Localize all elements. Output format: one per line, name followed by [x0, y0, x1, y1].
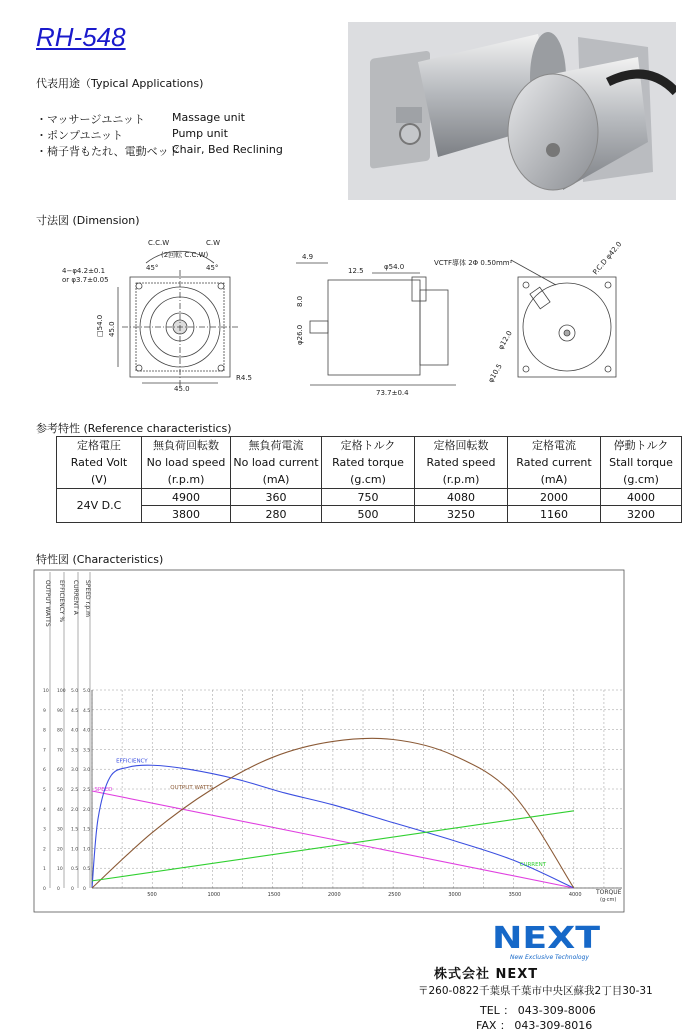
y-tick-label: 10 — [43, 689, 49, 694]
dim-label: φ54.0 — [384, 263, 405, 271]
dim-label: 12.5 — [348, 267, 364, 275]
characteristics-chart — [30, 568, 670, 914]
dim-label: 4−φ4.2±0.1 — [62, 267, 106, 275]
x-tick-label: 2500 — [388, 892, 401, 898]
y-tick-label: 0 — [71, 887, 74, 892]
company-address: 〒260-0822千葉県千葉市中央区蘇我2丁目30-31 — [418, 985, 653, 997]
x-tick-label: 3500 — [508, 892, 522, 898]
series-line — [92, 791, 574, 888]
axis-label: SPEED r.p.m — [84, 580, 91, 617]
dimension-heading: 寸法図 (Dimension) — [36, 214, 140, 227]
table-header-cell: 定格回転数 Rated speed (r.p.m) — [415, 437, 508, 489]
y-tick-label: 7 — [43, 748, 46, 754]
dim-label: or φ3.7±0.05 — [62, 276, 109, 284]
series-label: CURRENT — [519, 862, 547, 869]
dim-label: □54.0 — [96, 314, 104, 337]
product-photo — [348, 22, 676, 200]
y-tick-label: 1.5 — [71, 827, 79, 833]
y-tick-label: 4.5 — [71, 708, 79, 714]
axis-label: EFFICIENCY % — [58, 580, 65, 623]
y-tick-label: 4 — [43, 807, 46, 813]
table-header-cell: 定格電流 Rated current (mA) — [508, 437, 601, 489]
company-name: 株式会社 NEXT — [434, 967, 539, 982]
y-tick-label: 1.0 — [83, 847, 91, 853]
application-item: ・マッサージユニット Massage unit — [36, 111, 245, 126]
x-axis-unit: (g·cm) — [600, 897, 617, 903]
dim-label: 45.0 — [108, 321, 116, 337]
y-tick-label: 2.0 — [71, 807, 79, 813]
table-header-cell: 無負荷回転数 No load speed (r.p.m) — [142, 437, 231, 489]
y-tick-label: 2.0 — [83, 807, 91, 813]
company-logo — [488, 916, 604, 962]
y-tick-label: 40 — [57, 807, 63, 813]
y-tick-label: 3 — [43, 827, 46, 833]
y-tick-label: 1.0 — [71, 847, 79, 853]
table-cell: 1160 — [508, 506, 601, 523]
table-cell: 3800 — [142, 506, 231, 523]
table-cell: 280 — [231, 506, 322, 523]
application-item: ・ポンプユニット Pump unit — [36, 127, 228, 142]
dim-label: (2回転 C.C.W) — [161, 251, 209, 259]
table-header-cell: 定格トルク Rated torque (g.cm) — [322, 437, 415, 489]
series-label: OUTPUT WATTS — [170, 785, 214, 791]
series-label: EFFICIENCY — [116, 758, 148, 765]
y-tick-label: 2.5 — [71, 788, 79, 793]
table-header-row — [57, 437, 682, 489]
axis-label: CURRENT A — [72, 580, 79, 615]
dim-label: C.W — [206, 239, 221, 247]
axis-label: OUTPUT WATTS — [44, 580, 51, 627]
y-tick-label: 50 — [57, 788, 63, 793]
y-tick-label: 5.0 — [71, 689, 79, 694]
reference-table — [56, 436, 682, 523]
y-tick-label: 0 — [57, 887, 60, 892]
x-tick-label: 2000 — [327, 892, 341, 898]
table-cell: 4080 — [415, 489, 508, 506]
y-tick-label: 100 — [57, 689, 66, 694]
y-tick-label: 2.5 — [83, 788, 91, 793]
table-header-cell: 無負荷電流 No load current (mA) — [231, 437, 322, 489]
company-fax: FAX ： 043-309-8016 — [476, 1019, 593, 1032]
dim-label: 73.7±0.4 — [376, 389, 409, 397]
series-line — [92, 738, 574, 888]
dim-label: C.C.W — [148, 239, 170, 247]
x-tick-label: 3000 — [448, 892, 462, 898]
dim-label: 45.0 — [174, 385, 190, 393]
y-tick-label: 10 — [57, 867, 63, 873]
chart-frame — [34, 570, 624, 912]
y-tick-label: 90 — [57, 708, 63, 714]
y-tick-label: 60 — [57, 768, 63, 774]
y-tick-label: 5.0 — [83, 689, 91, 694]
table-cell: 500 — [322, 506, 415, 523]
y-tick-label: 1 — [43, 867, 46, 873]
dim-label: P.C.D φ42.0 — [591, 240, 624, 277]
dimension-drawing — [56, 225, 676, 410]
y-tick-label: 80 — [57, 728, 63, 734]
dim-label: 8.0 — [296, 295, 304, 307]
table-cell: 360 — [231, 489, 322, 506]
y-tick-label: 3.5 — [83, 748, 91, 754]
y-tick-label: 4.0 — [83, 728, 91, 734]
table-cell: 2000 — [508, 489, 601, 506]
x-tick-label: 4000 — [568, 892, 582, 898]
y-tick-label: 0 — [43, 887, 46, 892]
dim-label: 45° — [146, 264, 159, 272]
rated-volt-cell: 24V D.C — [57, 489, 142, 523]
y-tick-label: 70 — [57, 748, 63, 754]
y-tick-label: 3.5 — [71, 748, 79, 754]
x-axis-label: TORQUE — [596, 889, 622, 896]
dim-label: φ26.0 — [296, 324, 304, 345]
dim-label: VCTF導体 2Φ 0.50mm² — [434, 259, 513, 267]
model-title: RH-548 — [36, 22, 126, 52]
table-cell: 4000 — [601, 489, 682, 506]
x-tick-label: 1500 — [267, 892, 281, 898]
y-tick-label: 1.5 — [83, 827, 91, 833]
y-tick-label: 8 — [43, 728, 46, 734]
table-cell: 750 — [322, 489, 415, 506]
dim-label: 45° — [206, 264, 219, 272]
table-cell: 4900 — [142, 489, 231, 506]
table-cell: 3200 — [601, 506, 682, 523]
table-row — [57, 489, 682, 506]
y-tick-label: 3.0 — [71, 768, 79, 774]
y-tick-label: 30 — [57, 827, 63, 833]
y-tick-label: 2 — [43, 847, 46, 853]
dim-label: R4.5 — [236, 374, 252, 382]
logo-subtext: New Exclusive Technology — [510, 954, 589, 961]
y-tick-label: 0.5 — [83, 867, 91, 873]
y-tick-label: 9 — [43, 708, 46, 714]
y-tick-label: 3.0 — [83, 768, 91, 774]
series-label: SPEED — [94, 786, 113, 793]
dim-label: φ10.5 — [486, 362, 504, 384]
dim-label: φ12.0 — [496, 329, 514, 351]
dim-label: 4.9 — [302, 253, 314, 261]
table-header-cell: 定格電圧 Rated Volt (V) — [57, 437, 142, 489]
y-tick-label: 5 — [43, 788, 46, 793]
x-tick-label: 1000 — [207, 892, 221, 898]
y-tick-label: 4.0 — [71, 728, 79, 734]
y-tick-label: 4.5 — [83, 708, 91, 714]
y-tick-label: 6 — [43, 768, 46, 774]
x-tick-label: 500 — [147, 892, 157, 898]
application-item: ・椅子背もたれ、電動ベッド Chair, Bed Reclining — [36, 143, 283, 158]
reference-heading: 参考特性 (Reference characteristics) — [36, 422, 232, 435]
characteristics-heading: 特性図 (Characteristics) — [36, 553, 164, 566]
y-tick-label: 0 — [83, 887, 86, 892]
logo-text: NEXT — [492, 921, 601, 956]
y-tick-label: 0.5 — [71, 867, 79, 873]
table-row — [57, 506, 682, 523]
y-tick-label: 20 — [57, 847, 63, 853]
company-tel: TEL ： 043-309-8006 — [480, 1004, 596, 1017]
table-header-cell: 停動トルク Stall torque (g.cm) — [601, 437, 682, 489]
table-cell: 3250 — [415, 506, 508, 523]
applications-heading: 代表用途（Typical Applications) — [36, 77, 204, 90]
